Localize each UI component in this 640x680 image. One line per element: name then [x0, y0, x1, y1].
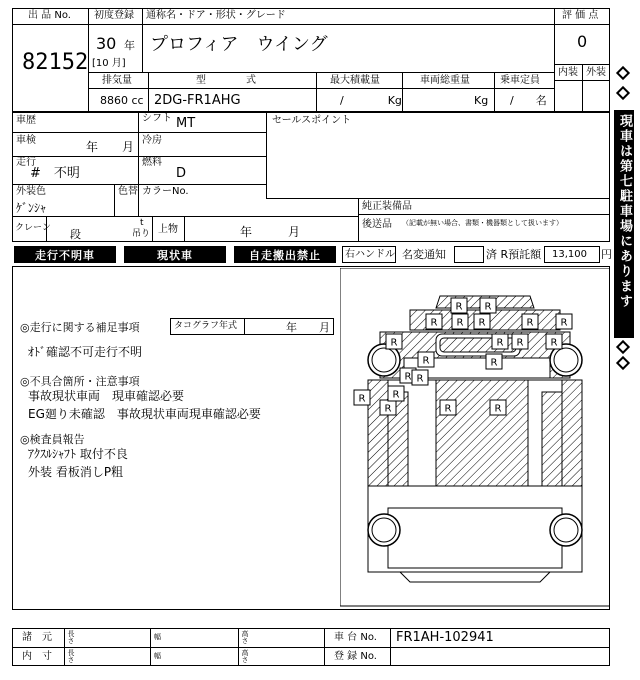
- damage-mark-r: [386, 334, 402, 349]
- damage-mark-r: [492, 334, 508, 349]
- unknown-mileage-badge: 走行不明車: [14, 246, 116, 263]
- damage-mark-r: [556, 314, 572, 329]
- svg-text:R: R: [390, 337, 398, 349]
- max-load-value: / Kg: [340, 94, 402, 107]
- shift-value: MT: [176, 116, 196, 131]
- handle-label: 右ハンドル: [345, 249, 395, 260]
- capacity-value: / 名: [510, 94, 547, 107]
- spec-top-line: [88, 72, 554, 73]
- year-value: 30: [96, 34, 117, 53]
- svg-text:R: R: [494, 403, 502, 415]
- color-change-label: 色替: [118, 186, 138, 197]
- footer-div-2: [150, 628, 151, 666]
- diamond-icon-bottom2: [616, 356, 630, 370]
- score-sub-line2: [554, 80, 610, 81]
- svg-text:R: R: [526, 317, 534, 329]
- naisun-label: 内 寸: [22, 651, 52, 662]
- reg-label: 登 録 No.: [334, 651, 377, 662]
- spec-div-2: [316, 72, 317, 112]
- score-sub-divider: [582, 64, 583, 112]
- height-label-2: 高さ: [241, 649, 249, 663]
- svg-text:R: R: [416, 373, 424, 385]
- name-label: 通称名・ドア・形状・グレード: [146, 10, 286, 21]
- lot-label: 出 品 No.: [28, 10, 71, 21]
- year-unit: 年: [124, 39, 135, 52]
- info-row-5: [266, 198, 610, 199]
- inspector-line1: ｱｸｽﾙｼｬﾌﾄ 取付不良: [28, 447, 128, 461]
- displacement-value: 8860 cc: [100, 94, 144, 107]
- damage-mark-r: [412, 370, 428, 385]
- deposit-label: 済 R預託額: [486, 248, 542, 261]
- location-text: 現車は第七駐車場にあります: [617, 114, 632, 309]
- damage-mark-r: [480, 298, 496, 313]
- defects-title: ◎不具合箇所・注意事項: [20, 375, 140, 388]
- name-change-label: 名変通知: [402, 248, 446, 261]
- spec-div-3: [402, 72, 403, 112]
- month-value: [10 月]: [92, 58, 126, 69]
- diamond-icon-bottom: [616, 340, 630, 354]
- info-row-3: [12, 184, 266, 185]
- svg-text:R: R: [550, 337, 558, 349]
- score-label: 評 価 点: [562, 10, 599, 21]
- color-code-label: カラーNo.: [142, 186, 189, 197]
- fuel-value: D: [176, 166, 187, 181]
- damage-mark-r: [474, 314, 490, 329]
- damage-mark-r: [380, 400, 396, 415]
- interior-label: 内装: [558, 67, 578, 78]
- inspector-line2: 外装 看板消しP粗: [28, 465, 124, 479]
- svg-text:R: R: [455, 301, 463, 313]
- svg-text:R: R: [484, 301, 492, 313]
- gross-weight-label: 車両総重量: [420, 75, 470, 86]
- lot-header-line: [12, 24, 88, 25]
- spec-div-4: [494, 72, 495, 112]
- width-label-2: 幅: [154, 652, 161, 660]
- damage-mark-r: [522, 314, 538, 329]
- info-row-6: [358, 214, 610, 215]
- footer-mid: [12, 647, 610, 648]
- inspection-value: 年 月: [86, 140, 135, 154]
- footer-div-3: [238, 628, 239, 666]
- footer-div-1: [64, 628, 65, 666]
- upper-value: 年 月: [240, 225, 301, 239]
- running-title: ◎走行に関する補足事項: [20, 321, 140, 334]
- damage-mark-r: [426, 314, 442, 329]
- damage-mark-r: [486, 354, 502, 369]
- ac-label: 冷房: [142, 135, 162, 146]
- svg-text:R: R: [560, 317, 568, 329]
- name-change-box: [454, 246, 484, 263]
- info-div-left: [138, 112, 139, 216]
- svg-text:R: R: [516, 337, 524, 349]
- mileage-label: 走行: [16, 157, 36, 168]
- equipment-label: 純正装備品: [362, 201, 412, 212]
- info-div-right: [266, 112, 267, 198]
- color-label: 外装色: [16, 186, 46, 197]
- length-label-1: 長さ: [67, 630, 75, 644]
- width-label-1: 幅: [154, 633, 161, 641]
- displacement-label: 排気量: [102, 75, 132, 86]
- svg-text:R: R: [444, 403, 452, 415]
- tacho-value: 年 月: [286, 321, 330, 334]
- svg-text:R: R: [490, 357, 498, 369]
- svg-text:R: R: [392, 389, 400, 401]
- svg-text:R: R: [422, 355, 430, 367]
- fuel-label: 燃料: [142, 157, 162, 168]
- lot-number: 82152: [22, 50, 89, 75]
- svg-text:R: R: [478, 317, 486, 329]
- inspector-title: ◎検査員報告: [20, 433, 85, 446]
- model-label: 型 式: [196, 75, 256, 86]
- mileage-value: # 不明: [30, 166, 80, 181]
- damage-mark-r: [546, 334, 562, 349]
- info-row-4: [12, 216, 358, 217]
- crane-ton: t: [140, 218, 144, 228]
- header-row-line: [88, 24, 554, 25]
- defects-line2: EG廻り未確認 事故現状車両現車確認必要: [28, 407, 261, 421]
- shift-label: シフト: [142, 113, 172, 124]
- info-div-color: [114, 184, 115, 216]
- info-row-1: [12, 132, 266, 133]
- as-is-badge: 現状車: [124, 246, 226, 263]
- aftermarket-note: （記載が無い場合、書類・機器類として扱います）: [402, 219, 563, 227]
- gross-weight-value: Kg: [474, 94, 489, 107]
- svg-text:R: R: [430, 317, 438, 329]
- yen-label: 円: [601, 248, 612, 261]
- info-row-2: [12, 156, 266, 157]
- svg-text:R: R: [404, 371, 412, 383]
- no-self-drive-badge: 自走搬出禁止: [234, 246, 336, 263]
- spec-mid-line: [88, 88, 554, 89]
- first-reg-label: 初度登録: [94, 10, 134, 21]
- damage-mark-r: [512, 334, 528, 349]
- damage-mark-r: [388, 386, 404, 401]
- diamond-icon-top: [616, 66, 630, 80]
- tacho-label: タコグラフ年式: [174, 321, 238, 331]
- svg-text:R: R: [456, 317, 464, 329]
- deposit-value: 13,100: [552, 249, 587, 260]
- diamond-icon-top2: [616, 86, 630, 100]
- aftermarket-label: 後送品: [362, 219, 392, 230]
- svg-text:R: R: [384, 403, 392, 415]
- exterior-label: 外装: [586, 67, 606, 78]
- shogen-label: 諸 元: [22, 632, 52, 643]
- history-label: 車歴: [16, 115, 36, 126]
- score-header-line: [554, 24, 610, 25]
- crane-label: クレーン: [15, 223, 51, 233]
- upper-label: 上物: [158, 224, 178, 235]
- damage-mark-r: [490, 400, 506, 415]
- damage-mark-r: [451, 298, 467, 313]
- spec-div-1: [148, 72, 149, 112]
- crane-div-3: [184, 216, 185, 242]
- max-load-label: 最大積載量: [330, 75, 380, 86]
- score-value: 0: [577, 32, 588, 51]
- inspection-label: 車検: [16, 135, 36, 146]
- tacho-div: [244, 318, 245, 335]
- running-text: ｵﾄﾞ確認不可走行不明: [28, 345, 143, 359]
- damage-mark-r: [440, 400, 456, 415]
- car-name: プロフィア ウイング: [150, 34, 328, 55]
- chassis-value: FR1AH-102941: [396, 630, 494, 645]
- chassis-label: 車 台 No.: [334, 632, 377, 643]
- damage-mark-r: [452, 314, 468, 329]
- first-reg-divider: [142, 8, 143, 72]
- color-value: ｹﾞﾝｼｬ: [16, 201, 47, 215]
- model-value: 2DG-FR1AHG: [154, 93, 241, 108]
- truck-damage-diagram: [340, 268, 610, 608]
- height-label-1: 高さ: [241, 630, 249, 644]
- crane-steps: 段: [70, 228, 81, 241]
- damage-mark-r: [354, 390, 370, 405]
- length-label-2: 長さ: [67, 649, 75, 663]
- svg-text:R: R: [496, 337, 504, 349]
- crane-lift: 吊り: [132, 229, 151, 239]
- crane-div-2: [152, 216, 153, 242]
- defects-line1: 事故現状車両 現車確認必要: [28, 389, 185, 403]
- footer-div-5: [390, 628, 391, 666]
- sales-label: セールスポイント: [272, 115, 352, 126]
- damage-mark-r: [418, 352, 434, 367]
- svg-text:R: R: [358, 393, 366, 405]
- footer-div-4: [324, 628, 325, 666]
- capacity-label: 乗車定員: [500, 75, 540, 86]
- info-div-equip: [358, 198, 359, 242]
- location-banner: [614, 110, 634, 338]
